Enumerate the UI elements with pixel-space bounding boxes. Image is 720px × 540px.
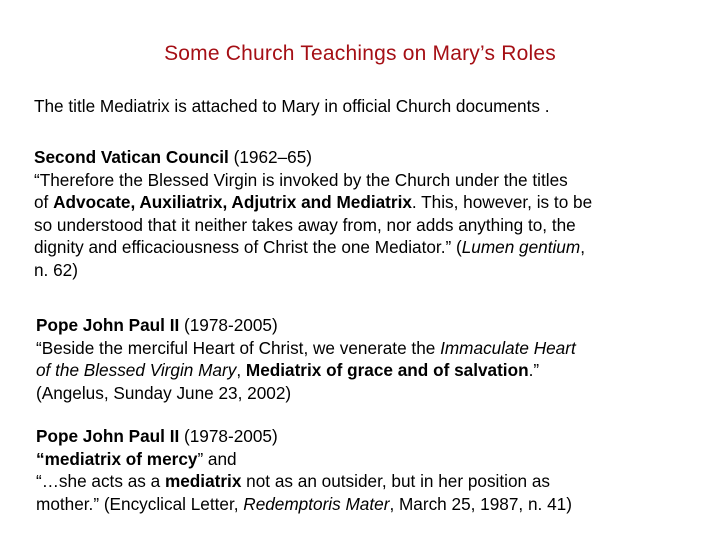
- jp2-l1-post: ” and: [197, 448, 237, 469]
- intro-text: The title Mediatrix is attached to Mary in official Church documents .: [34, 96, 550, 116]
- jp2-quote-block: [36, 425, 696, 515]
- vatican-heading: [34, 146, 694, 169]
- vatican-l2-post: . This, however, is to be: [411, 192, 593, 213]
- jp2-line-1: [36, 448, 696, 471]
- jp1-quote-block: [36, 314, 696, 404]
- vatican-line-3: so understood that it neither takes away from, nor adds anything to, the: [34, 214, 576, 235]
- jp2-l3-italic: Redemptoris Mater: [243, 493, 390, 514]
- jp1-l2-bold: Mediatrix of grace and of salvation: [245, 360, 529, 381]
- jp2-l2-pre: “…she acts as a: [36, 471, 165, 492]
- jp1-source: Pope John Paul II: [36, 315, 180, 335]
- jp1-line-1: [36, 337, 696, 360]
- jp1-l2-mid: ,: [236, 360, 246, 381]
- vatican-line-1: “Therefore the Blessed Virgin is invoked by the Church under the titles: [34, 169, 568, 190]
- jp1-l2-italic: of the Blessed Virgin Mary: [36, 360, 237, 381]
- jp1-dates: (1978-2005): [179, 315, 278, 335]
- jp2-line-3: [36, 493, 696, 516]
- jp2-line-2: [36, 470, 696, 493]
- vatican-titles: Advocate, Auxiliatrix, Adjutrix and Mediatrix: [53, 192, 412, 213]
- vatican-source: Second Vatican Council: [34, 147, 229, 167]
- vatican-l4-pre: dignity and efficaciousness of Christ the one Mediator.” (: [34, 237, 462, 258]
- jp1-line-3: (Angelus, Sunday June 23, 2002): [36, 382, 292, 403]
- vatican-line-2: [34, 191, 694, 214]
- vatican-quote-block: [34, 146, 694, 282]
- vatican-l2-pre: of: [34, 192, 54, 213]
- jp2-dates: (1978-2005): [179, 426, 278, 446]
- jp1-l1-pre: “Beside the merciful Heart of Christ, we venerate the: [36, 337, 441, 358]
- slide-title: Some Church Teachings on Mary’s Roles: [164, 42, 556, 65]
- vatican-line-4: [34, 236, 694, 259]
- jp1-line-2: [36, 359, 696, 382]
- vatican-dates: (1962–65): [228, 147, 312, 167]
- jp2-source: Pope John Paul II: [36, 426, 180, 446]
- jp2-l3-pre: mother.” (Encyclical Letter,: [36, 493, 244, 514]
- jp2-l2-post: not as an outsider, but in her position as: [241, 471, 551, 492]
- jp1-heading: [36, 314, 696, 337]
- jp2-l3-post: , March 25, 1987, n. 41): [389, 493, 572, 514]
- vatican-l4-post: ,: [580, 237, 585, 258]
- jp2-l1-bold: “mediatrix of mercy: [36, 448, 198, 469]
- vatican-line-5: n. 62): [34, 259, 78, 280]
- jp2-l2-bold: mediatrix: [164, 471, 242, 492]
- jp1-l2-post: .”: [528, 360, 540, 381]
- jp1-l1-italic: Immaculate Heart: [440, 337, 576, 358]
- vatican-document-title: Lumen gentium: [461, 237, 581, 258]
- jp2-heading: [36, 425, 696, 448]
